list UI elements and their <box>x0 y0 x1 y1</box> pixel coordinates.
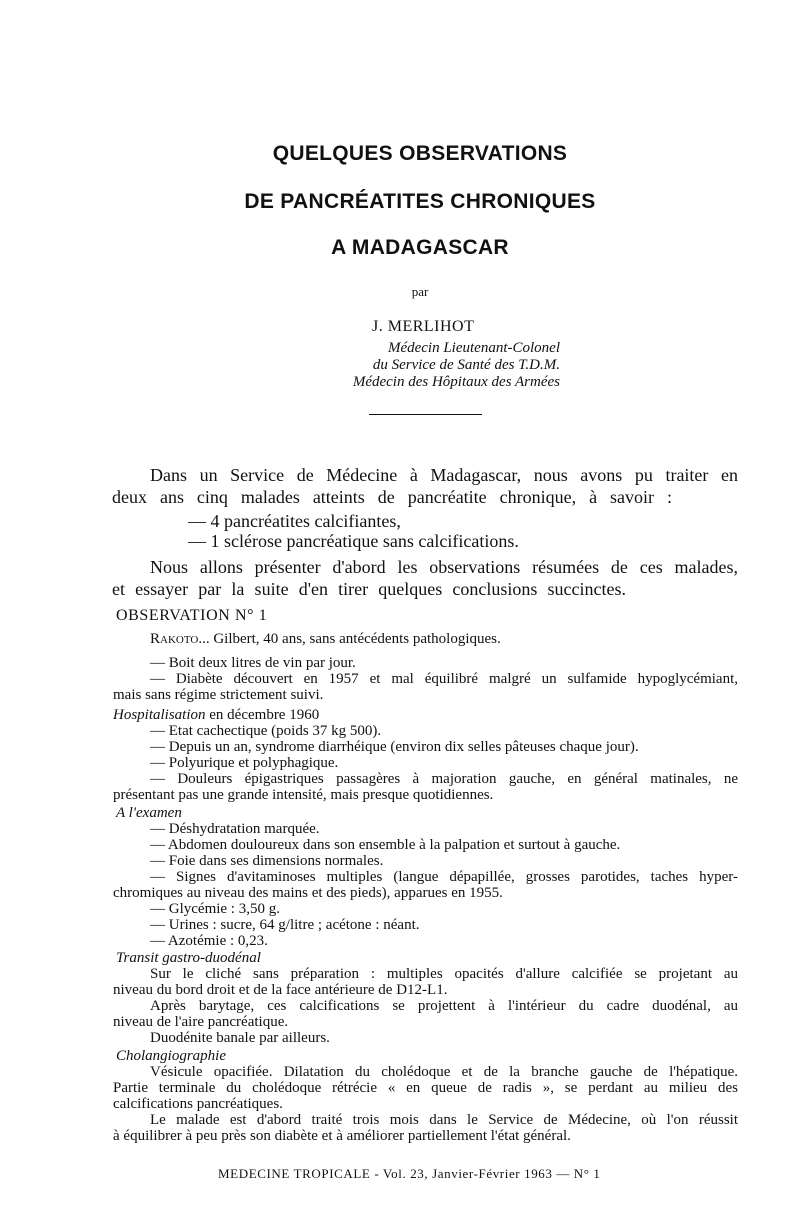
intro-paragraph-1-line-1: Dans un Service de Médecine à Madagascar, nous avons pu traiter en <box>150 465 738 485</box>
intro-list-item: — 1 sclérose pancréatique sans calcifications. <box>188 531 519 551</box>
history-line: — Boit deux litres de vin par jour. <box>150 655 356 671</box>
exam-item: — Abdomen douloureux dans son ensemble à la palpation et surtout à gauche. <box>150 837 621 853</box>
intro-list-item: — 4 pancréatites calcifiantes, <box>188 511 401 531</box>
transit-item: niveau du bord droit et de la face antérieure de D12-L1. <box>113 982 448 998</box>
intro-paragraph-1-line-2: deux ans cinq malades atteints de pancréatite chronique, à savoir : <box>112 487 672 507</box>
title-line-1: QUELQUES OBSERVATIONS <box>272 142 568 165</box>
intro-paragraph-2-line-1: Nous allons présenter d'abord les observations résumées de ces malades, <box>150 557 738 577</box>
transit-item: Après barytage, ces calcifications se projettent à l'intérieur du cadre duodénal, au <box>150 998 738 1014</box>
history-line: mais sans régime strictement suivi. <box>113 687 324 703</box>
title-line-2: DE PANCRÉATITES CHRONIQUES <box>244 190 596 213</box>
intro-paragraph-2-line-2: et essayer par la suite d'en tirer quelques conclusions succinctes. <box>112 579 626 599</box>
cholangiography-item: calcifications pancréatiques. <box>113 1096 283 1112</box>
hospitalisation-item: — Douleurs épigastriques passagères à majoration gauche, en général matinales, ne <box>150 771 738 787</box>
transit-item: Duodénite banale par ailleurs. <box>150 1030 330 1046</box>
cholangiography-heading: Cholangiographie <box>116 1048 227 1064</box>
exam-item: — Signes d'avitaminoses multiples (langue dépapillée, grosses parotides, taches hyper- <box>150 869 738 885</box>
patient-details: ... Gilbert, 40 ans, sans antécédents pathologiques. <box>198 631 501 647</box>
byline-par: par <box>411 284 429 299</box>
hospitalisation-item: — Polyurique et polyphagique. <box>150 755 339 771</box>
cholangiography-item: Vésicule opacifiée. Dilatation du cholédoque et de la branche gauche de l'hépatique. <box>150 1064 738 1080</box>
hospitalisation-heading <box>113 707 319 723</box>
credential-line: Médecin Lieutenant-Colonel <box>387 340 560 356</box>
patient-name: Rakoto <box>150 631 199 647</box>
history-line: — Diabète découvert en 1957 et mal équilibré malgré un sulfamide hypoglycémiant, <box>150 671 738 687</box>
patient-line <box>150 631 501 647</box>
exam-item: chromiques au niveau des mains et des pieds), apparues en 1955. <box>113 885 503 901</box>
hospitalisation-item: — Depuis un an, syndrome diarrhéique (environ dix selles pâteuses chaque jour). <box>150 739 639 755</box>
journal-footer: MEDECINE TROPICALE - Vol. 23, Janvier-Février 1963 — N° 1 <box>218 1166 601 1181</box>
cholangiography-item: Le malade est d'abord traité trois mois dans le Service de Médecine, où l'on réussit <box>150 1112 738 1128</box>
transit-item: niveau de l'aire pancréatique. <box>113 1014 289 1030</box>
transit-item: Sur le cliché sans préparation : multiples opacités d'allure calcifiée se projetant au <box>150 966 738 982</box>
title-line-3: A MADAGASCAR <box>331 236 509 259</box>
exam-heading: A l'examen <box>116 805 182 821</box>
credential-line: Médecin des Hôpitaux des Armées <box>352 374 560 390</box>
hospitalisation-item: présentant pas une grande intensité, mais presque quotidiennes. <box>113 787 494 803</box>
hospitalisation-item: — Etat cachectique (poids 37 kg 500). <box>150 723 382 739</box>
cholangiography-item: Partie terminale du cholédoque rétrécie « en queue de radis », se perdant au milieu des <box>113 1080 738 1096</box>
author-name: J. MERLIHOT <box>372 318 475 335</box>
hospitalisation-date: en décembre 1960 <box>205 707 320 723</box>
exam-item: — Urines : sucre, 64 g/litre ; acétone : néant. <box>150 917 420 933</box>
cholangiography-item: à équilibrer à peu près son diabète et à améliorer partiellement l'état général. <box>113 1128 571 1144</box>
transit-heading: Transit gastro-duodénal <box>116 950 261 966</box>
exam-item: — Azotémie : 0,23. <box>150 933 268 949</box>
exam-item: — Foie dans ses dimensions normales. <box>150 853 384 869</box>
author-credentials <box>300 340 560 391</box>
observation-heading: OBSERVATION N° 1 <box>116 607 268 624</box>
hospitalisation-label: Hospitalisation <box>113 707 206 723</box>
exam-item: — Glycémie : 3,50 g. <box>150 901 280 917</box>
exam-item: — Déshydratation marquée. <box>150 821 320 837</box>
title-divider <box>369 414 482 415</box>
credential-line: du Service de Santé des T.D.M. <box>372 357 560 373</box>
